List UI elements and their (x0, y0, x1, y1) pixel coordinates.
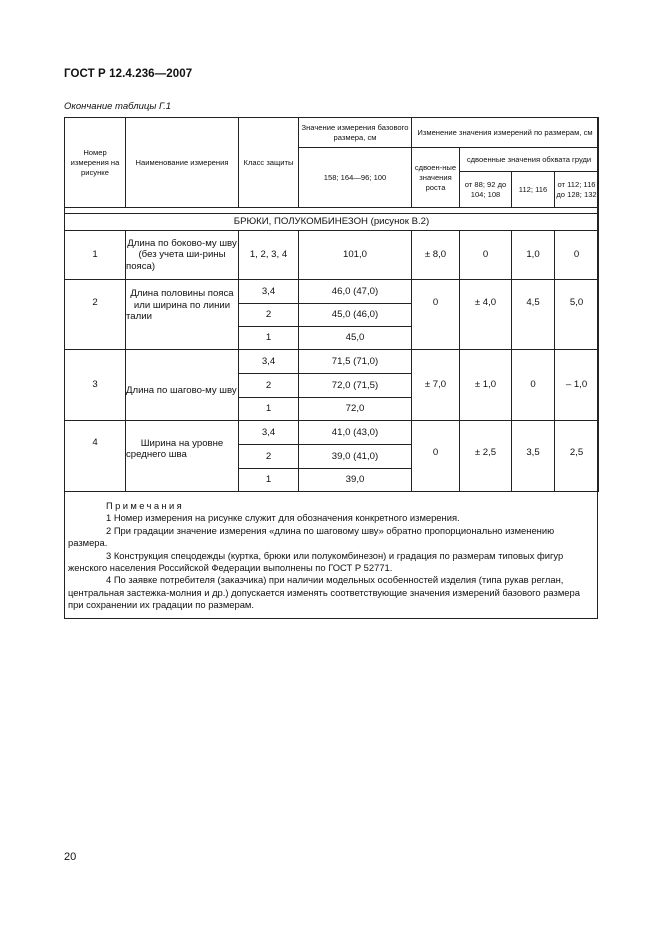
header-chest-range-1: от 88; 92 до 104; 108 (460, 172, 512, 208)
table-row (65, 421, 599, 445)
row-class: 3,4 (239, 350, 299, 374)
row-chest-change-3: – 1,0 (555, 350, 599, 421)
note-item: 4 По заявке потребителя (заказчика) при наличии модельных особенностей изделия (типа рукав реглан, центральная застежка-молния и др.) допускается изменять соответствующие значения измерений базового размера при сохранении их градации по размерам. (68, 574, 580, 611)
row-value: 45,0 (46,0) (299, 304, 412, 327)
measurement-table (64, 117, 599, 492)
row-chest-change-3: 0 (555, 231, 599, 280)
row-height-change: ± 7,0 (412, 350, 460, 421)
table-row (65, 231, 599, 280)
header-base-value: Значение измерения базового размера, см (299, 118, 412, 148)
row-value: 45,0 (299, 327, 412, 350)
row-chest-change-2: 4,5 (512, 280, 555, 350)
row-chest-change-1: ± 1,0 (460, 350, 512, 421)
row-class: 3,4 (239, 280, 299, 304)
row-name: Длина половины пояса или ширина по линии талии (126, 280, 239, 350)
row-value: 101,0 (299, 231, 412, 280)
row-value: 71,5 (71,0) (299, 350, 412, 374)
row-name: Длина по боково-му шву (без учета ши-рины пояса) (126, 231, 239, 280)
table-row (65, 280, 599, 304)
row-name: Ширина на уровне среднего шва (126, 421, 239, 492)
row-value: 72,0 (71,5) (299, 374, 412, 398)
note-item: 2 При градации значение измерения «длина по шаговому шву» обратно пропорционально изменению размера. (68, 524, 555, 549)
row-chest-change-1: ± 2,5 (460, 421, 512, 492)
row-chest-change-2: 0 (512, 350, 555, 421)
row-height-change: ± 8,0 (412, 231, 460, 280)
notes-title: Примечания (106, 500, 185, 511)
table-row (65, 350, 599, 374)
row-value: 46,0 (47,0) (299, 280, 412, 304)
row-chest-change-2: 3,5 (512, 421, 555, 492)
header-base-sizes: 158; 164—96; 100 (299, 148, 412, 208)
row-height-change: 0 (412, 421, 460, 492)
note-item: 1 Номер измерения на рисунке служит для обозначения конкретного измерения. (106, 512, 460, 524)
notes-block (64, 500, 598, 612)
row-height-change: 0 (412, 280, 460, 350)
row-chest-change-1: 0 (460, 231, 512, 280)
row-class: 2 (239, 304, 299, 327)
row-class: 1 (239, 327, 299, 350)
header-change: Изменение значения измерений по размерам, см (412, 118, 599, 148)
row-chest-change-3: 2,5 (555, 421, 599, 492)
row-class: 1 (239, 469, 299, 492)
row-chest-change-2: 1,0 (512, 231, 555, 280)
row-number: 4 (65, 421, 126, 492)
table-caption: Окончание таблицы Г.1 (64, 101, 172, 112)
header-doubled-chest: сдвоенные значения обхвата груди (460, 148, 599, 172)
row-value: 41,0 (43,0) (299, 421, 412, 445)
row-class: 2 (239, 374, 299, 398)
document-id: ГОСТ Р 12.4.236—2007 (64, 68, 193, 80)
row-class: 1 (239, 398, 299, 421)
row-value: 72,0 (299, 398, 412, 421)
header-chest-range-3: от 112; 116 до 128; 132 (555, 172, 599, 208)
row-number: 2 (65, 280, 126, 350)
row-class: 2 (239, 445, 299, 469)
header-name: Наименование измерения (126, 118, 239, 208)
row-chest-change-3: 5,0 (555, 280, 599, 350)
row-number: 1 (65, 231, 126, 280)
header-number: Номер измерения на рисунке (65, 118, 126, 208)
row-value: 39,0 (299, 469, 412, 492)
row-name: Длина по шагово-му шву (126, 350, 239, 421)
header-class: Класс защиты (239, 118, 299, 208)
header-doubled-height: сдвоен-ные значения роста (412, 148, 460, 208)
note-item: 3 Конструкция спецодежды (куртка, брюки или полукомбинезон) и градация по размерам типовых фигур женского населения Российской Федерации выполнены по ГОСТ Р 52771. (68, 549, 564, 574)
section-title: БРЮКИ, ПОЛУКОМБИНЕЗОН (рисунок В.2) (65, 214, 599, 231)
row-value: 39,0 (41,0) (299, 445, 412, 469)
page-number: 20 (64, 851, 77, 863)
row-class: 3,4 (239, 421, 299, 445)
row-number: 3 (65, 350, 126, 421)
row-class: 1, 2, 3, 4 (239, 231, 299, 280)
row-chest-change-1: ± 4,0 (460, 280, 512, 350)
header-chest-range-2: 112; 116 (512, 172, 555, 208)
